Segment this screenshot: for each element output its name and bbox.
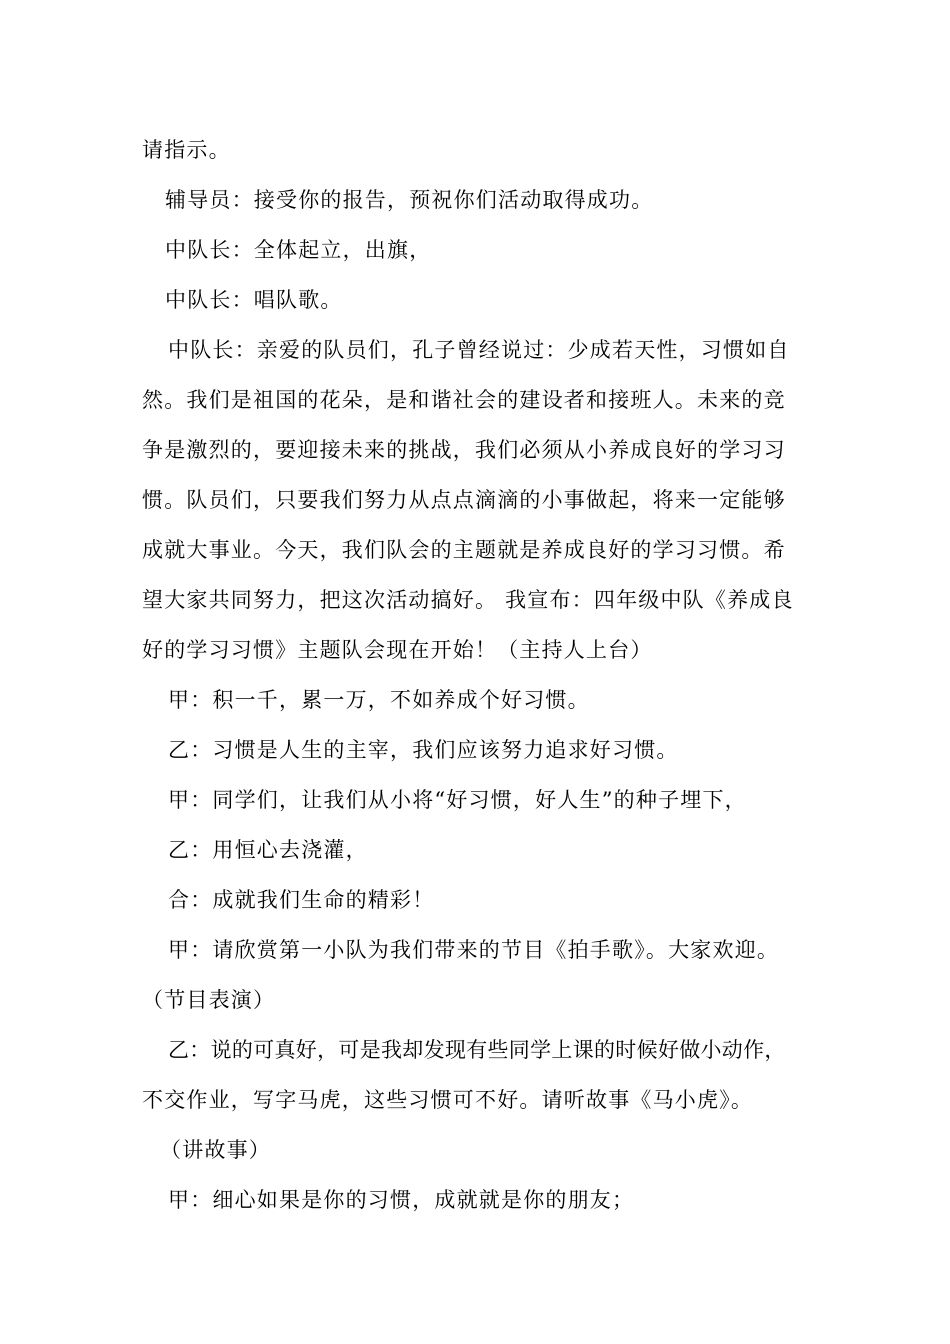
- text-line: 争是激烈的，要迎接未来的挑战，我们必须从小养成良好的学习习: [142, 438, 786, 462]
- text-line: 合：成就我们生命的精彩！: [168, 888, 435, 912]
- text-line: 甲：同学们，让我们从小将“好习惯，好人生”的种子埋下，: [168, 788, 747, 812]
- text-line: 望大家共同努力，把这次活动搞好。 我宣布：四年级中队《养成良: [142, 588, 794, 612]
- text-line: （节目表演）: [142, 988, 276, 1012]
- text-line: 中队长：唱队歌。: [165, 288, 343, 312]
- text-line: 然。我们是祖国的花朵，是和谐社会的建设者和接班人。未来的竞: [142, 388, 786, 412]
- text-line: 甲：积一千，累一万，不如养成个好习惯。: [168, 688, 590, 712]
- text-line: 请指示。: [142, 138, 231, 162]
- text-line: 甲：请欣赏第一小队为我们带来的节目《拍手歌》。大家欢迎。: [168, 938, 780, 962]
- text-line: （讲故事）: [160, 1138, 271, 1162]
- text-line: 好的学习习惯》主题队会现在开始！（主持人上台）: [142, 638, 653, 662]
- text-line: 不交作业，写字马虎，这些习惯可不好。请听故事《马小虎》。: [142, 1088, 754, 1112]
- text-line: 乙：说的可真好，可是我却发现有些同学上课的时候好做小动作，: [168, 1038, 786, 1062]
- text-line: 乙：习惯是人生的主宰，我们应该努力追求好习惯。: [168, 738, 679, 762]
- text-line: 中队长：亲爱的队员们，孔子曾经说过：少成若天性，习惯如自: [168, 338, 790, 362]
- text-line: 甲：细心如果是你的习惯，成就就是你的朋友；: [168, 1188, 635, 1212]
- text-line: 乙：用恒心去浇灌，: [168, 838, 368, 862]
- text-line: 辅导员：接受你的报告，预祝你们活动取得成功。: [165, 188, 654, 212]
- text-line: 惯。队员们，只要我们努力从点点滴滴的小事做起，将来一定能够: [142, 488, 786, 512]
- text-line: 中队长：全体起立，出旗，: [165, 238, 432, 262]
- text-line: 成就大事业。今天，我们队会的主题就是养成良好的学习习惯。希: [142, 538, 786, 562]
